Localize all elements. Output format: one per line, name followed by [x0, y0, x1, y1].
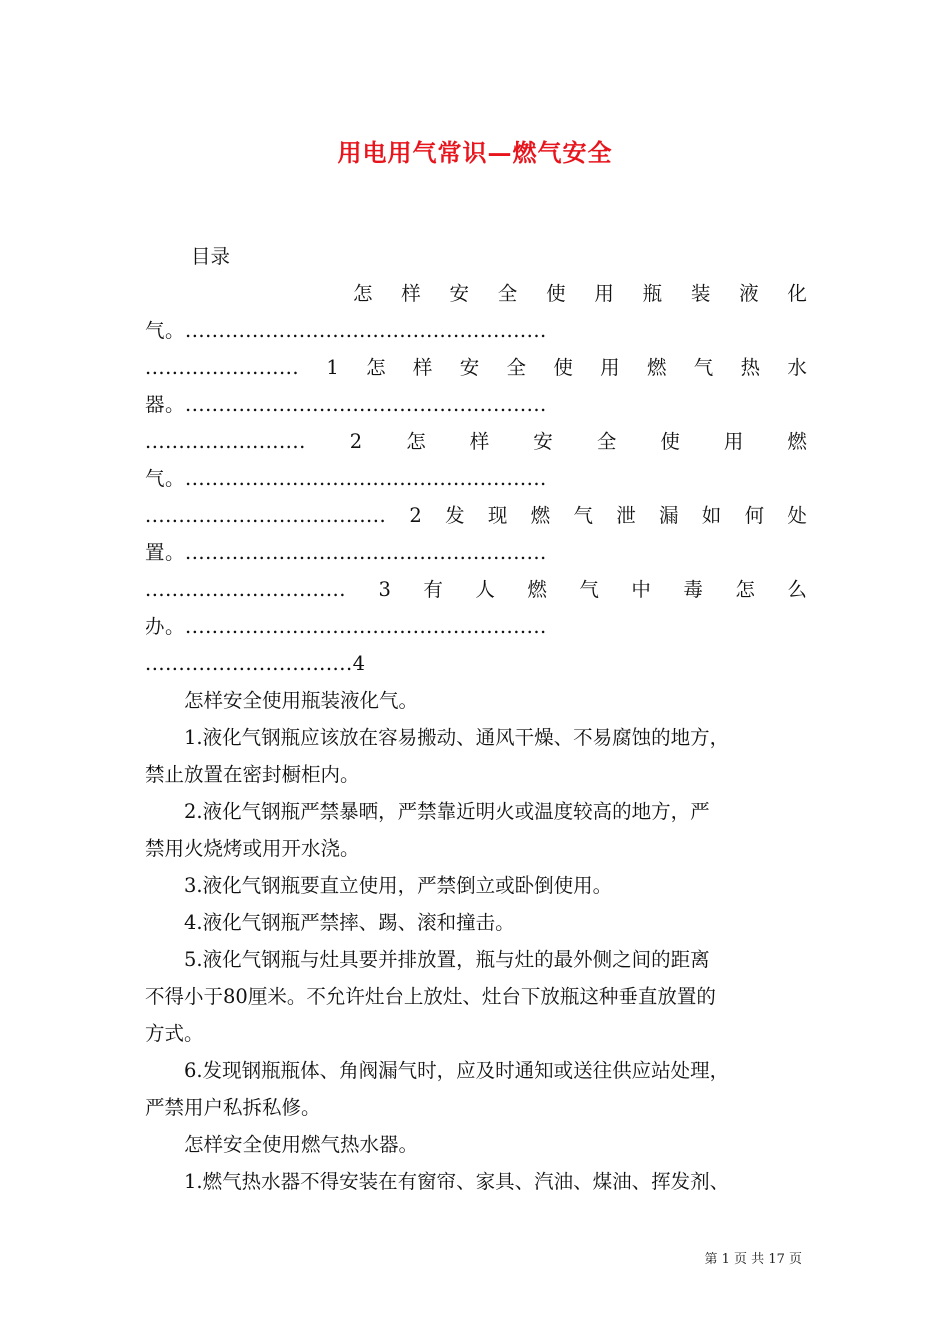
paragraph-line: 4.液化气钢瓶严禁摔、踢、滚和撞击。 [184, 911, 515, 934]
section-heading: 怎样安全使用燃气热水器。 [184, 1133, 419, 1156]
toc-label: 目录 [191, 245, 231, 268]
section-heading: 怎样安全使用瓶装液化气。 [184, 689, 419, 712]
toc-line: 气。...................................................... [145, 467, 547, 490]
paragraph-line: 1.液化气钢瓶应该放在容易搬动、通风干燥、不易腐蚀的地方， [184, 726, 730, 749]
page-number-footer: 第 1 页 共 17 页 [704, 1252, 802, 1267]
paragraph-line: 方式。 [145, 1022, 204, 1045]
toc-line: 置。...................................................... [145, 541, 547, 564]
paragraph-line: 2.液化气钢瓶严禁暴晒，严禁靠近明火或温度较高的地方，严 [184, 800, 710, 823]
paragraph-line: 不得小于80厘米。不允许灶台上放灶、灶台下放瓶这种垂直放置的 [145, 985, 716, 1008]
document-body [145, 238, 807, 1200]
paragraph-line: 3.液化气钢瓶要直立使用，严禁倒立或卧倒使用。 [184, 874, 613, 897]
toc-line: 器。...................................................... [145, 393, 547, 416]
paragraph-line: 1.燃气热水器不得安装在有窗帘、家具、汽油、煤油、挥发剂、 [184, 1170, 730, 1193]
paragraph-line: 禁用火烧烤或用开水浇。 [145, 837, 360, 860]
toc-line: 怎 样 安 全 使 用 瓶 装 液 化 [353, 282, 807, 305]
toc-line: .................................... 2 发 现 燃 气 泄 漏 如 何 处 [145, 504, 807, 527]
table-of-contents [145, 275, 807, 682]
toc-line: .............................. 3 有 人 燃 气 中 毒 怎 么 [145, 578, 807, 601]
toc-line: ...............................4 [145, 652, 366, 675]
paragraph-line: 禁止放置在密封橱柜内。 [145, 763, 360, 786]
toc-line: 办。...................................................... [145, 615, 547, 638]
document-title: 用电用气常识—燃气安全 [337, 138, 613, 167]
paragraph-line: 5.液化气钢瓶与灶具要并排放置，瓶与灶的最外侧之间的距离 [184, 948, 710, 971]
toc-line: ....................... 1 怎 样 安 全 使 用 燃 气 热 水 [145, 356, 807, 379]
toc-line: 气。...................................................... [145, 319, 547, 342]
paragraph-line: 6.发现钢瓶瓶体、角阀漏气时，应及时通知或送往供应站处理， [184, 1059, 730, 1082]
paragraph-line: 严禁用户私拆私修。 [145, 1096, 321, 1119]
toc-line: ........................ 2 怎 样 安 全 使 用 燃 [145, 430, 807, 453]
